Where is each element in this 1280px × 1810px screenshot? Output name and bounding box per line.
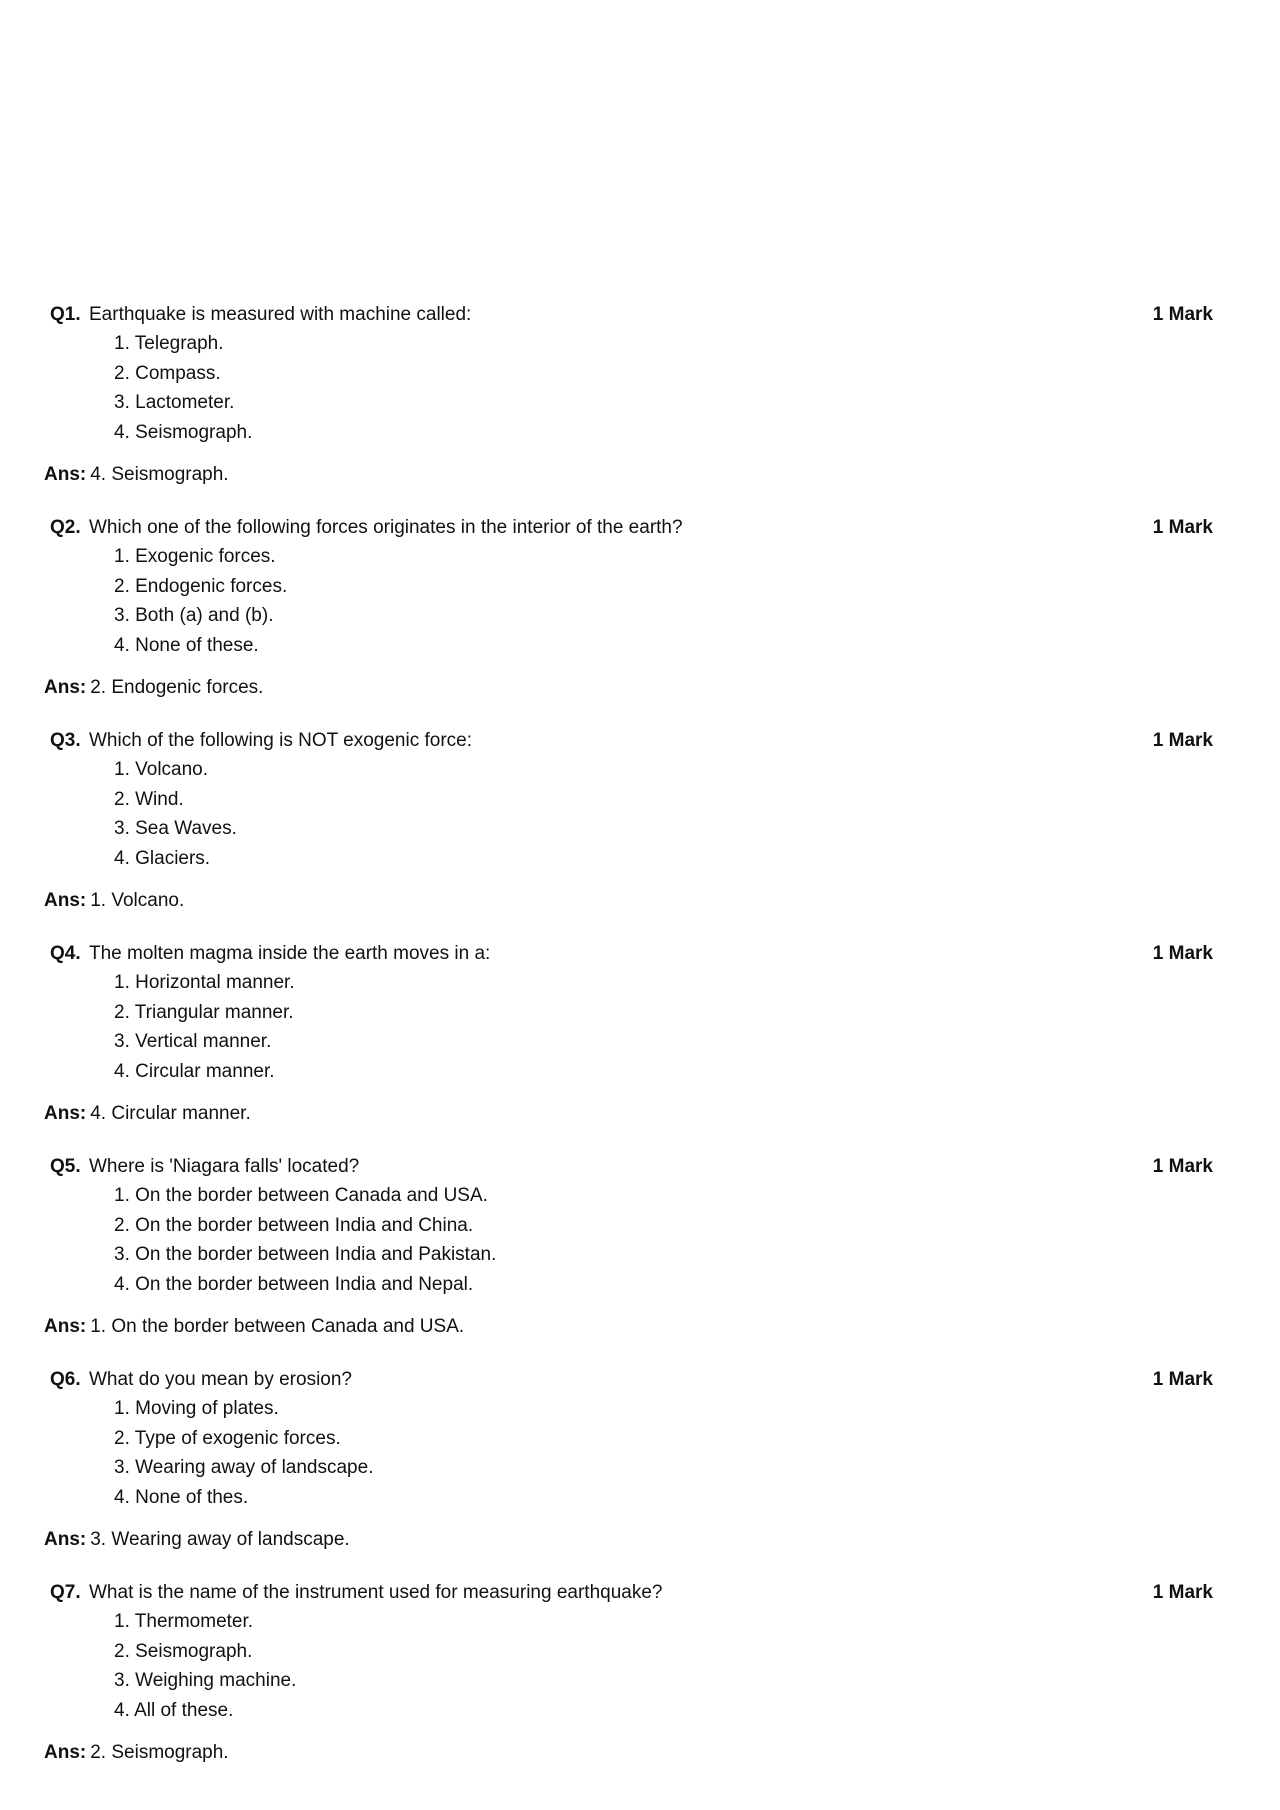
answer-line	[44, 1525, 350, 1555]
option-item: 4. None of these.	[114, 634, 259, 656]
answer-line	[44, 460, 229, 490]
question-text: Which of the following is NOT exogenic force:	[89, 730, 472, 751]
option-item: 1. Thermometer.	[114, 1611, 254, 1632]
option-item: 4. Seismograph.	[114, 421, 253, 443]
question-line	[50, 1365, 352, 1395]
question-line	[50, 300, 471, 330]
answer-text: 2. Seismograph.	[90, 1742, 229, 1763]
option-item: 3. Lactometer.	[114, 392, 235, 413]
question-block	[0, 1152, 1280, 1365]
answer-line	[44, 1738, 229, 1768]
answer-label: Ans:	[44, 1103, 87, 1124]
question-number: Q3.	[50, 730, 81, 751]
question-line	[50, 726, 472, 756]
option-item: 2. On the border between India and China.	[114, 1214, 474, 1236]
answer-label: Ans:	[44, 890, 87, 911]
option-item: 3. Both (a) and (b).	[114, 605, 274, 626]
option-item: 4. None of thes.	[114, 1486, 249, 1508]
answer-label: Ans:	[44, 464, 87, 485]
answer-label: Ans:	[44, 1529, 87, 1550]
question-text: Which one of the following forces originates in the interior of the earth?	[89, 517, 683, 538]
question-marks: 1 Mark	[1152, 304, 1213, 325]
question-text: Where is 'Niagara falls' located?	[89, 1156, 360, 1177]
option-item: 4. Circular manner.	[114, 1060, 275, 1082]
question-number: Q2.	[50, 517, 81, 538]
answer-label: Ans:	[44, 677, 87, 698]
question-line	[50, 939, 490, 969]
option-item: 1. Moving of plates.	[114, 1398, 279, 1419]
answer-line	[44, 1312, 464, 1342]
question-number: Q1.	[50, 304, 81, 325]
question-line	[50, 513, 683, 543]
option-item: 2. Endogenic forces.	[114, 575, 288, 597]
option-list	[114, 968, 295, 1086]
option-list	[114, 1607, 296, 1725]
option-item: 2. Compass.	[114, 362, 221, 384]
question-block	[0, 1578, 1280, 1791]
question-text: What is the name of the instrument used for measuring earthquake?	[89, 1582, 663, 1603]
question-block	[0, 726, 1280, 939]
option-item: 4. Glaciers.	[114, 847, 211, 869]
answer-line	[44, 1099, 251, 1129]
option-list	[114, 755, 237, 873]
option-item: 4. All of these.	[114, 1699, 234, 1721]
answer-line	[44, 673, 263, 703]
option-item: 1. Horizontal manner.	[114, 972, 295, 993]
option-item: 3. Vertical manner.	[114, 1031, 272, 1052]
option-item: 3. On the border between India and Pakistan.	[114, 1244, 497, 1265]
option-item: 2. Wind.	[114, 788, 184, 810]
option-list	[114, 542, 287, 660]
answer-text: 2. Endogenic forces.	[90, 677, 264, 698]
question-marks: 1 Mark	[1152, 730, 1213, 751]
option-item: 1. Telegraph.	[114, 333, 224, 354]
question-sheet	[0, 300, 1280, 1791]
question-text: The molten magma inside the earth moves in a:	[89, 943, 491, 964]
answer-label: Ans:	[44, 1316, 87, 1337]
answer-line	[44, 886, 184, 916]
option-item: 3. Wearing away of landscape.	[114, 1457, 374, 1478]
option-item: 2. Triangular manner.	[114, 1001, 294, 1023]
option-item: 2. Type of exogenic forces.	[114, 1427, 341, 1449]
question-text: What do you mean by erosion?	[89, 1369, 352, 1390]
question-text: Earthquake is measured with machine called:	[89, 304, 472, 325]
option-item: 4. On the border between India and Nepal.	[114, 1273, 474, 1295]
question-block	[0, 1365, 1280, 1578]
question-block	[0, 300, 1280, 513]
question-line	[50, 1578, 662, 1608]
option-item: 2. Seismograph.	[114, 1640, 253, 1662]
option-list	[114, 1394, 373, 1512]
answer-text: 1. On the border between Canada and USA.	[90, 1316, 465, 1337]
question-marks: 1 Mark	[1152, 1156, 1213, 1177]
question-number: Q4.	[50, 943, 81, 964]
question-marks: 1 Mark	[1152, 1582, 1213, 1603]
question-block	[0, 939, 1280, 1152]
option-item: 1. On the border between Canada and USA.	[114, 1185, 488, 1206]
question-marks: 1 Mark	[1152, 943, 1213, 964]
answer-text: 1. Volcano.	[90, 890, 185, 911]
answer-text: 4. Seismograph.	[90, 464, 229, 485]
answer-text: 4. Circular manner.	[90, 1103, 251, 1124]
option-item: 3. Weighing machine.	[114, 1670, 297, 1691]
question-marks: 1 Mark	[1152, 1369, 1213, 1390]
option-list	[114, 329, 252, 447]
question-number: Q7.	[50, 1582, 81, 1603]
option-item: 1. Volcano.	[114, 759, 209, 780]
question-number: Q5.	[50, 1156, 81, 1177]
answer-label: Ans:	[44, 1742, 87, 1763]
question-line	[50, 1152, 359, 1182]
question-marks: 1 Mark	[1152, 517, 1213, 538]
option-item: 3. Sea Waves.	[114, 818, 237, 839]
question-number: Q6.	[50, 1369, 81, 1390]
question-block	[0, 513, 1280, 726]
answer-text: 3. Wearing away of landscape.	[90, 1529, 350, 1550]
option-list	[114, 1181, 496, 1299]
option-item: 1. Exogenic forces.	[114, 546, 276, 567]
